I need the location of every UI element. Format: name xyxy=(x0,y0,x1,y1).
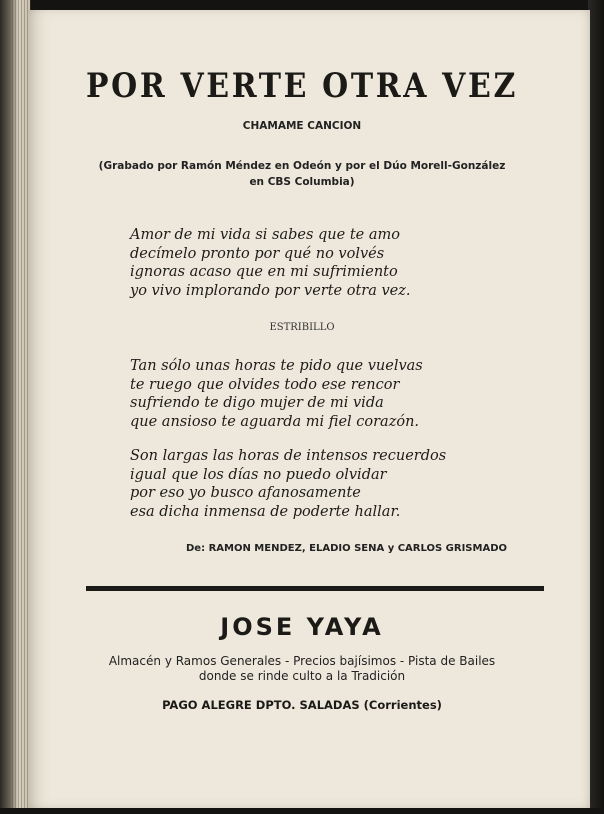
verse-line: Amor de mi vida si sabes que te amo xyxy=(130,227,400,243)
verse-line: yo vivo implorando por verte otra vez. xyxy=(130,282,411,299)
verse-line: por eso yo busco afanosamente xyxy=(130,485,361,501)
verse-line: te ruego que olvides todo ese rencor xyxy=(130,376,400,393)
verse-line: ignoras acaso que en mi sufrimiento xyxy=(130,264,398,280)
ad-description: Almacén y Ramos Generales - Precios bajísimos - Pista de Bailes xyxy=(108,654,496,668)
stanza-3 xyxy=(130,447,446,521)
verse-line: Tan sólo unas horas te pido que vuelvas xyxy=(130,358,423,374)
section-divider xyxy=(86,586,544,591)
verse-line: esa dicha inmensa de poderte hallar. xyxy=(130,503,401,520)
verse-line: Son largas las horas de intensos recuerdos xyxy=(130,448,447,464)
verse-line: decímelo pronto por qué no volvés xyxy=(130,245,385,262)
song-credits: De: RAMON MENDEZ, ELADIO SENA y CARLOS GRISMADO xyxy=(186,543,507,554)
chorus-label: ESTRIBILLO xyxy=(269,322,335,333)
stanza-1 xyxy=(130,226,411,300)
song-genre: CHAMAME CANCION xyxy=(242,120,362,132)
song-title: POR VERTE OTRA VEZ xyxy=(86,66,518,106)
recording-note-line: (Grabado por Ramón Méndez en Odeón y por el Dúo Morell-González xyxy=(98,160,506,172)
recording-note-line: en CBS Columbia) xyxy=(249,176,355,188)
ad-address: PAGO ALEGRE DPTO. SALADAS (Corrientes) xyxy=(162,698,442,712)
verse-line: que ansioso te aguarda mi fiel corazón. xyxy=(130,413,420,430)
verse-line: sufriendo te digo mujer de mi vida xyxy=(130,395,384,411)
ad-tagline: donde se rinde culto a la Tradición xyxy=(198,669,406,683)
ad-business-name: JOSE YAYA xyxy=(220,613,384,641)
scan-top-border xyxy=(0,0,604,10)
recording-note xyxy=(40,158,564,190)
verse-line: igual que los días no puedo olvidar xyxy=(130,466,387,483)
scan-bottom-border xyxy=(0,808,604,814)
stanza-2 xyxy=(130,357,423,431)
